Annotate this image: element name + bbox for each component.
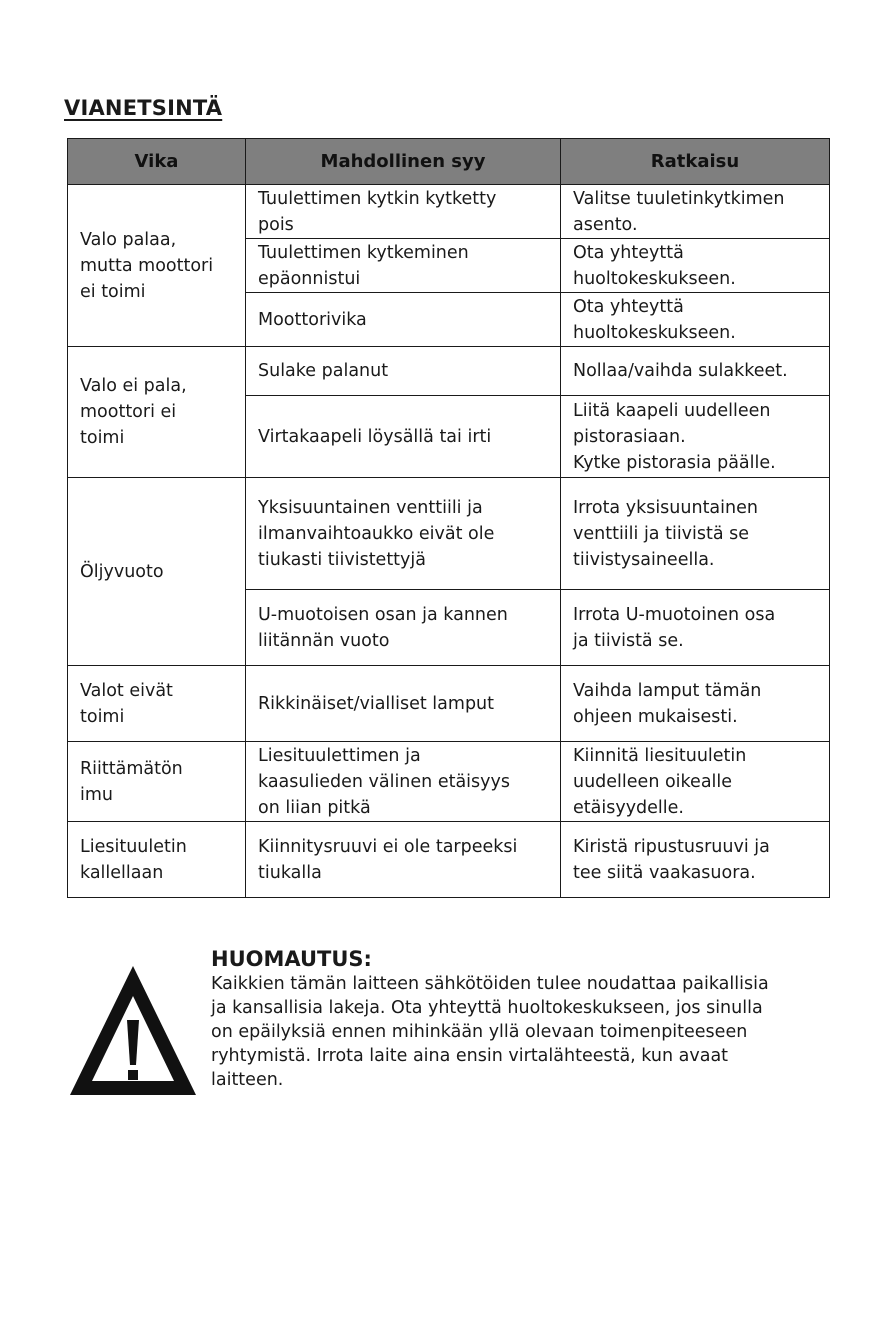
note-section — [211, 946, 841, 1092]
cause-cell: Sulake palanut — [246, 347, 561, 396]
note-title: HUOMAUTUS: — [211, 947, 372, 971]
header-solution: Ratkaisu — [561, 139, 830, 185]
cause-cell: Kiinnitysruuvi ei ole tarpeeksi tiukalla — [246, 822, 561, 898]
warning-triangle-icon — [66, 960, 200, 1100]
fault-cell: Öljyvuoto — [68, 478, 246, 666]
table-row — [68, 666, 830, 742]
table-row — [68, 742, 830, 822]
solution-cell: Liitä kaapeli uudelleen pistorasiaan. Kytke pistorasia päälle. — [561, 396, 830, 478]
solution-cell: Kiristä ripustusruuvi ja tee siitä vaakasuora. — [561, 822, 830, 898]
fault-cell: Valo ei pala, moottori ei toimi — [68, 347, 246, 478]
table-header-row — [68, 139, 830, 185]
cause-cell: Tuulettimen kytkeminen epäonnistui — [246, 239, 561, 293]
fault-cell: Liesituuletin kallellaan — [68, 822, 246, 898]
header-cause: Mahdollinen syy — [246, 139, 561, 185]
table-row — [68, 478, 830, 590]
cause-cell: Rikkinäiset/vialliset lamput — [246, 666, 561, 742]
table-row — [68, 822, 830, 898]
solution-cell: Kiinnitä liesituuletin uudelleen oikealle etäisyydelle. — [561, 742, 830, 822]
cause-cell: Moottorivika — [246, 293, 561, 347]
solution-cell: Nollaa/vaihda sulakkeet. — [561, 347, 830, 396]
solution-cell: Irrota yksisuuntainen venttiili ja tiivistä se tiivistysaineella. — [561, 478, 830, 590]
fault-cell: Valo palaa, mutta moottori ei toimi — [68, 185, 246, 347]
table-row — [68, 185, 830, 239]
table-row — [68, 347, 830, 396]
cause-cell: Liesituulettimen ja kaasulieden välinen etäisyys on liian pitkä — [246, 742, 561, 822]
cause-cell: U-muotoisen osan ja kannen liitännän vuoto — [246, 590, 561, 666]
solution-cell: Vaihda lamput tämän ohjeen mukaisesti. — [561, 666, 830, 742]
solution-cell: Ota yhteyttä huoltokeskukseen. — [561, 293, 830, 347]
page-title: VIANETSINTÄ — [64, 96, 223, 120]
solution-cell: Irrota U-muotoinen osa ja tiivistä se. — [561, 590, 830, 666]
troubleshooting-table — [67, 138, 830, 898]
header-fault: Vika — [68, 139, 246, 185]
fault-cell: Riittämätön imu — [68, 742, 246, 822]
fault-cell: Valot eivät toimi — [68, 666, 246, 742]
solution-cell: Valitse tuuletinkytkimen asento. — [561, 185, 830, 239]
cause-cell: Virtakaapeli löysällä tai irti — [246, 396, 561, 478]
cause-cell: Tuulettimen kytkin kytketty pois — [246, 185, 561, 239]
cause-cell: Yksisuuntainen venttiili ja ilmanvaihtoaukko eivät ole tiukasti tiivistettyjä — [246, 478, 561, 590]
solution-cell: Ota yhteyttä huoltokeskukseen. — [561, 239, 830, 293]
note-body: Kaikkien tämän laitteen sähkötöiden tulee noudattaa paikallisia ja kansallisia lakeja. Ota yhteyttä huoltokeskukseen, jos sinulla on epäilyksiä ennen mihinkään yllä olevaan toimenpiteeseen ryhtymistä. Irrota laite aina ensin virtalähteestä, kun avaat laitteen. — [211, 974, 769, 1090]
